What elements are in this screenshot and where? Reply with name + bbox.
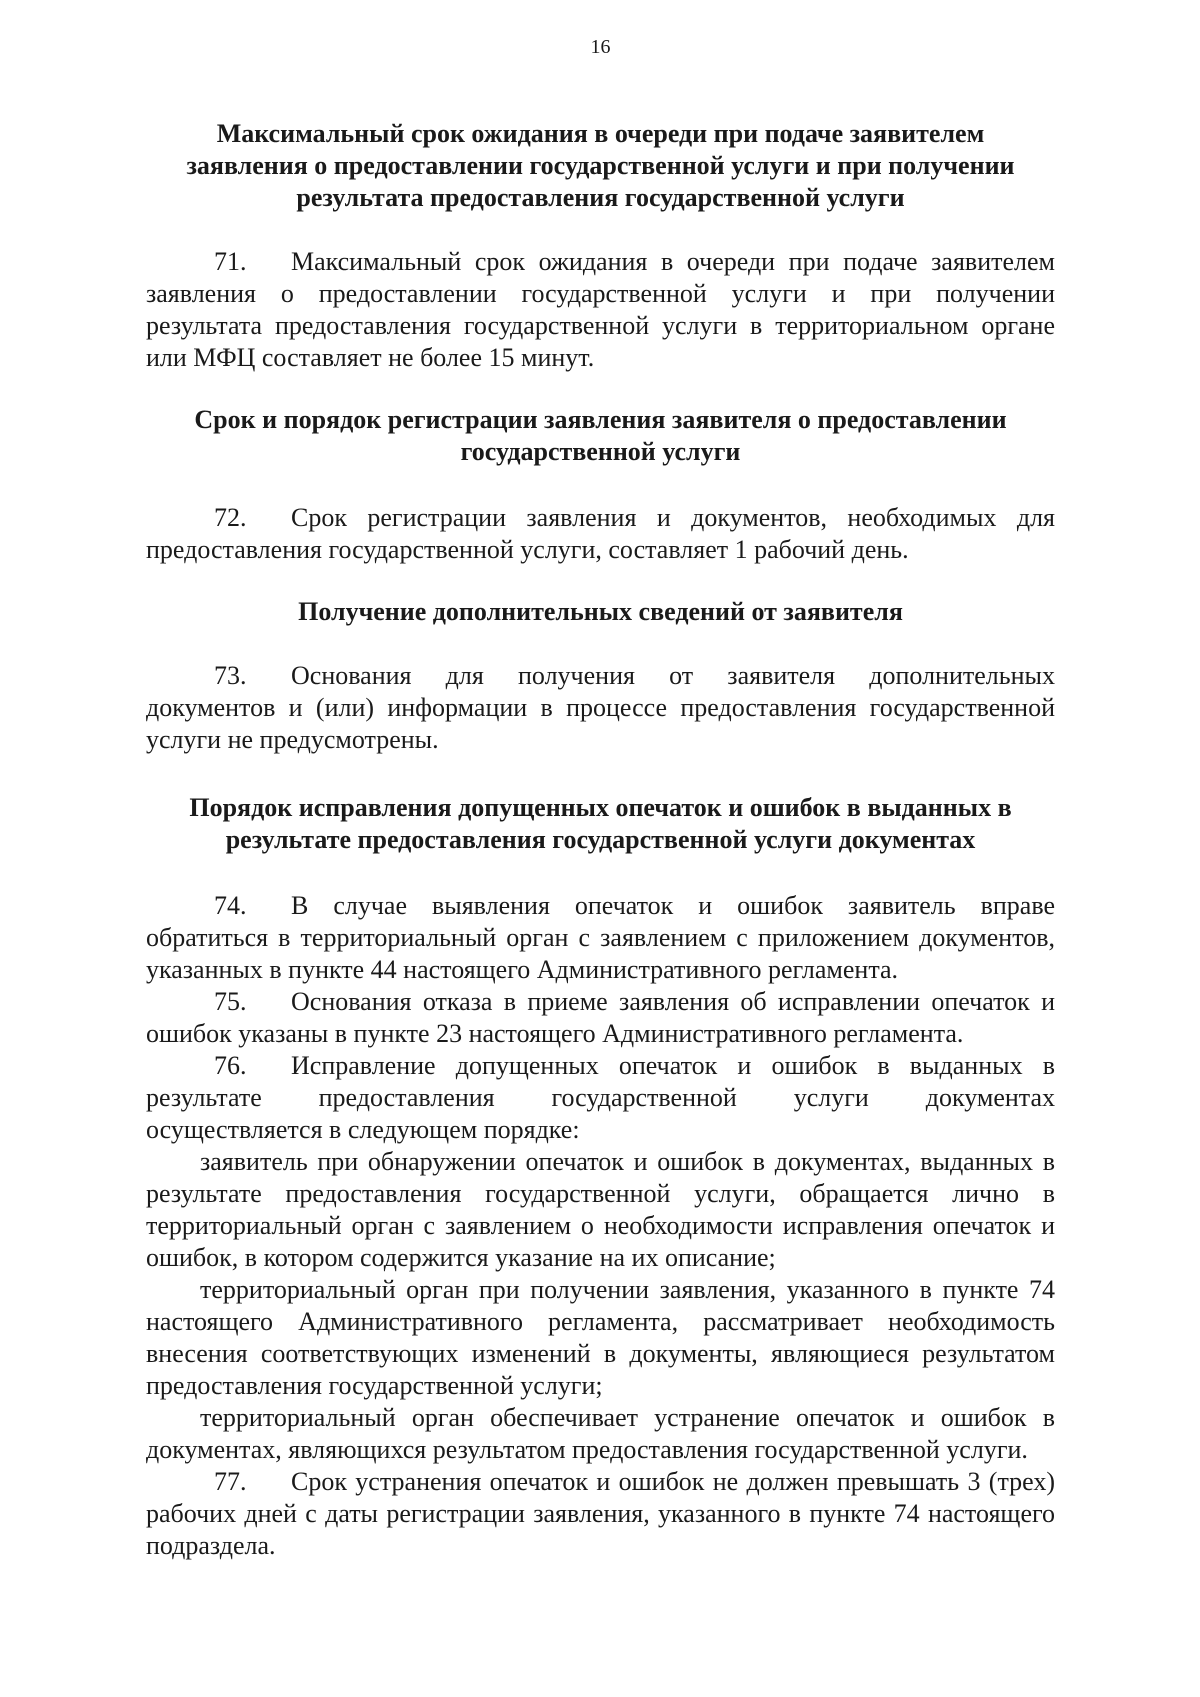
paragraph-line: обратиться в территориальный орган с заявлением с приложением документов, [146,923,1055,952]
paragraph-line: предоставления государственной услуги, составляет 1 рабочий день. [146,535,909,564]
paragraph-line: услуги не предусмотрены. [146,725,439,754]
paragraph-line: предоставления государственной услуги; [146,1371,603,1400]
section-heading-waiting-time [146,118,1055,214]
section-heading-corrections [146,792,1055,856]
paragraph-line: подраздела. [146,1531,276,1560]
list-item-applicant [146,1146,1055,1274]
paragraph-74 [146,890,1055,986]
paragraph-line: Срок регистрации заявления и документов, необходимых для [291,503,1055,532]
paragraph-71 [146,246,1055,374]
paragraph-line: Исправление допущенных опечаток и ошибок в выданных в [291,1051,1055,1080]
paragraph-line: указанных в пункте 44 настоящего Административного регламента. [146,955,899,984]
paragraph-number: 73. [214,661,247,690]
paragraph-line: внесения соответствующих изменений в документы, являющиеся результатом [146,1339,1055,1368]
paragraph-72 [146,502,1055,566]
paragraph-73 [146,660,1055,756]
paragraph-line: результате предоставления государственной услуги документах [146,1083,1055,1112]
paragraph-line: ошибок указаны в пункте 23 настоящего Административного регламента. [146,1019,964,1048]
paragraph-line: заявитель при обнаружении опечаток и ошибок в документах, выданных в [200,1147,1055,1176]
section-heading-registration [146,404,1055,468]
paragraph-77 [146,1466,1055,1562]
heading-line: Срок и порядок регистрации заявления заявителя о предоставлении [194,405,1007,434]
paragraph-number: 74. [214,891,247,920]
heading-line: Максимальный срок ожидания в очереди при подаче заявителем [216,119,985,148]
paragraph-line: территориальный орган при получении заявления, указанного в пункте 74 [200,1275,1055,1304]
paragraph-line: или МФЦ составляет не более 15 минут. [146,343,595,372]
paragraph-line: Основания отказа в приеме заявления об исправлении опечаток и [291,987,1055,1016]
paragraph-line: ошибок, в котором содержится указание на их описание; [146,1243,776,1272]
paragraph-line: Максимальный срок ожидания в очереди при подаче заявителем [291,247,1055,276]
heading-line: Порядок исправления допущенных опечаток и ошибок в выданных в [189,793,1012,822]
heading-line: заявления о предоставлении государственной услуги и при получении [186,151,1015,180]
heading-line: государственной услуги [460,437,741,466]
paragraph-line: Основания для получения от заявителя дополнительных [291,661,1055,690]
section-heading-additional-info [146,596,1055,628]
heading-line: Получение дополнительных сведений от заявителя [298,597,903,626]
paragraph-number: 72. [214,503,247,532]
paragraph-line: настоящего Административного регламента, рассматривает необходимость [146,1307,1055,1336]
page-number: 16 [590,36,611,58]
paragraph-75 [146,986,1055,1050]
paragraph-76 [146,1050,1055,1146]
list-item-territorial-correction [146,1402,1055,1466]
paragraph-line: документах, являющихся результатом предоставления государственной услуги. [146,1435,1028,1464]
paragraph-line: результата предоставления государственной услуги в территориальном органе [146,311,1055,340]
paragraph-line: В случае выявления опечаток и ошибок заявитель вправе [291,891,1055,920]
heading-line: результате предоставления государственной услуги документах [225,825,976,854]
paragraph-line: результате предоставления государственной услуги, обращается лично в [146,1179,1055,1208]
paragraph-line: рабочих дней с даты регистрации заявления, указанного в пункте 74 настоящего [146,1499,1055,1528]
paragraph-line: территориальный орган с заявлением о необходимости исправления опечаток и [146,1211,1055,1240]
paragraph-line: осуществляется в следующем порядке: [146,1115,580,1144]
paragraph-number: 75. [214,987,247,1016]
paragraph-line: Срок устранения опечаток и ошибок не должен превышать 3 (трех) [291,1467,1055,1496]
paragraph-number: 76. [214,1051,247,1080]
heading-line: результата предоставления государственной услуги [296,183,905,212]
paragraph-number: 71. [214,247,247,276]
paragraph-line: заявления о предоставлении государственной услуги и при получении [146,279,1055,308]
paragraph-line: территориальный орган обеспечивает устранение опечаток и ошибок в [200,1403,1055,1432]
list-item-territorial-review [146,1274,1055,1402]
paragraph-line: документов и (или) информации в процессе предоставления государственной [146,693,1055,722]
paragraph-number: 77. [214,1467,247,1496]
